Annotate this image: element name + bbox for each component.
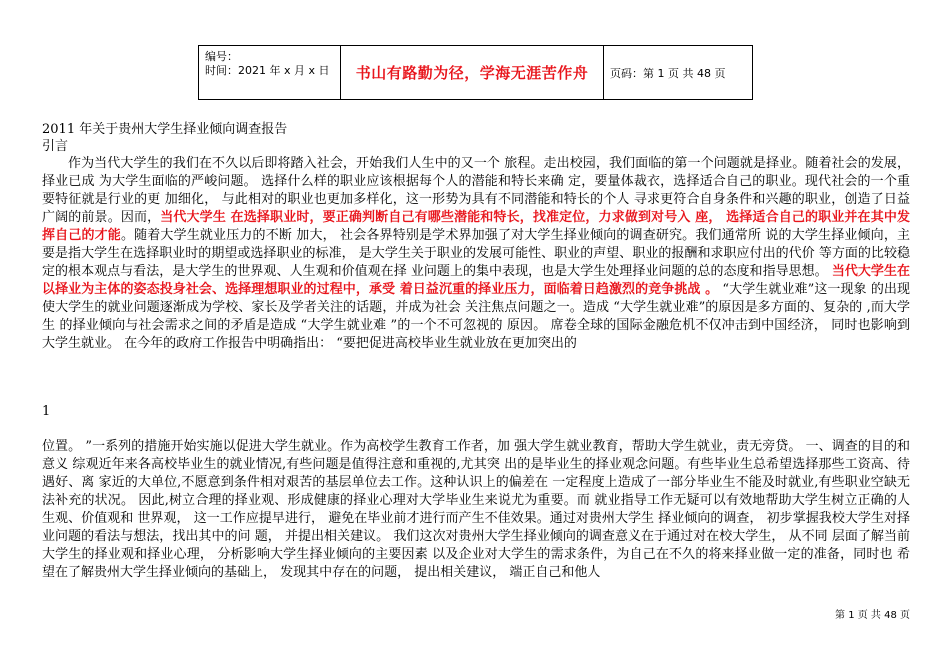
paragraph-run: “大学生就业难”这一现象 的出现使大学生的就业问题逐渐成为学校、家长及学者关注的话题，并成为社会 关注焦点问题之一。造成 “大学生就业难”的原因是多方面的、复杂的 ,而大学生 的择业倾向与社会需求之间的矛盾是造成 “大学生就业难 ”的一个不可忽视的 原因。 席卷全球的国际金融危机不仅冲击到中国经济， 同时也影响到大学生就业。 在今年的政府工作报告中明确指出： “要把促进高校毕业生就业放在更加突出的 [42, 282, 910, 351]
header-page-info: 页码：第 1 页 共 48 页 [610, 66, 726, 80]
time-label: 时间：2021 年 x 月 x 日 [205, 64, 330, 77]
page-number-marker: 1 [42, 404, 51, 419]
paragraph-run: 。随着大学生就业压力的不断 加大， 社会各界特别是学术界加强了对大学生择业倾向的调查研究。我们通常所 说的大学生择业倾向，主要是指大学生在选择职业时的期望或选择职业的标准， 是大学生关于职业的发展可能性、职业的声望、职业的报酬和求职应付出的代价 等方面的比较稳定的根本观点与看法，是大学生的世界观、人生观和价值观在择 业问题上的集中表现，也是大学生处理择业问题的总的态度和指导思想。 [42, 228, 910, 279]
paragraph-purpose: 位置。 ”一系列的措施开始实施以促进大学生就业。作为高校学生教育工作者，加 强大学生就业教育，帮助大学生就业，责无旁贷。 一、调查的目的和意义 综观近年来各高校毕业生的就业情况,有些问题是值得注意和重视的,尤其突 出的是毕业生的择业观念问题。有些毕业生总希望选择那些工资高、待遇好、离 家近的大单位,不愿意到条件相对艰苦的基层单位去工作。这种认识上的偏差在 一定程度上造成了一部分毕业生不能及时就业,有些职业空缺无法补充的状况。 因此,树立合理的择业观、形成健康的择业心理对大学毕业生来说尤为重要。而 就业指导工作无疑可以有效地帮助大学生树立正确的人生观、价值观和 世界观， 这一工作应提早进行， 避免在毕业前才进行而产生不佳效果。通过对贵州大学生 择业倾向的调查， 初步掌握我校大学生对择业问题的看法与想法，找出其中的问 题， 并提出相关建议。 我们这次对贵州大学生择业倾向的调查意义在于通过对在校大学生， 从不同 层面了解当前大学生的择业观和择业心理， 分析影响大学生择业倾向的主要因素 以及企业对大学生的需求条件，为自己在不久的将来择业做一定的准备，同时也 希望在了解贵州大学生择业倾向的基础上， 发现其中存在的问题， 提出相关建议， 端正自己和他人 [42, 439, 910, 580]
emphasis-run: 当代大学生在以择业为主体的姿态投身社会、选择理想职业的过程中，承受 着日益沉重的择业压力，面临着日趋激烈的竞争挑战 。 [42, 264, 910, 297]
document-header-table [198, 45, 753, 100]
serial-label: 编号： [205, 50, 238, 63]
emphasis-run: 当代大学生 在选择职业时，要正确判断自己有哪些潜能和特长，找准定位，力求做到对号入 座， 选择适合自己的职业并在其中发挥自己的才能 [42, 210, 910, 243]
paragraph-introduction [42, 155, 910, 353]
section-heading-introduction: 引言 [42, 139, 69, 154]
footer-page-count: 第 1 页 共 48 页 [835, 610, 910, 621]
header-meta-cell [199, 46, 341, 99]
document-title: 2011 年关于贵州大学生择业倾向调查报告 [42, 122, 288, 137]
header-motto: 书山有路勤为径，学海无涯苦作舟 [341, 46, 604, 99]
paragraph-run: 作为当代大学生的我们在不久以后即将踏入社会，开始我们人生中的又一个 旅程。走出校园，我们面临的第一个问题就是择业。随着社会的发展，择业已成 为大学生面临的严峻问题。 选择什么样的职业应该根据每个人的潜能和特长来确 定，要量体裁衣，选择适合自己的职业。现代社会的一个重要特征就是行业的更 加细化， 与此相对的职业也更加多样化，这一形势为具有不同潜能和特长的个人 寻求更符合自身条件和兴趣的职业，创造了日益广阔的前景。因而， [42, 156, 910, 225]
